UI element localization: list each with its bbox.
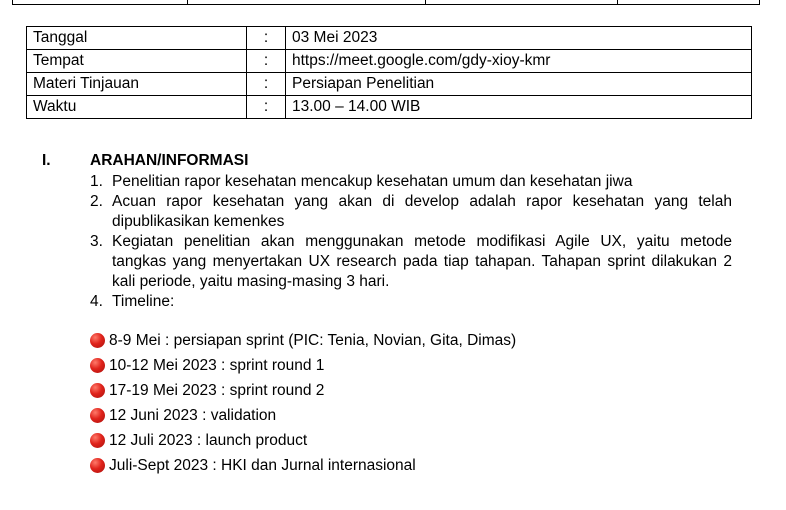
info-value: 13.00 – 14.00 WIB bbox=[286, 96, 752, 119]
section-arahan-informasi bbox=[42, 150, 742, 474]
meeting-link[interactable]: https://meet.google.com/gdy-xioy-kmr bbox=[286, 50, 752, 73]
red-bullet-icon bbox=[90, 458, 105, 473]
info-label: Waktu bbox=[27, 96, 247, 119]
info-separator: : bbox=[247, 73, 286, 96]
table-divider bbox=[187, 0, 188, 4]
section-number: I. bbox=[42, 152, 51, 169]
numbered-list bbox=[90, 172, 732, 312]
list-item-text: Acuan rapor kesehatan yang akan di develop adalah rapor kesehatan yang telah dipublikasikan kemenkes bbox=[112, 193, 732, 230]
list-item bbox=[90, 192, 732, 232]
red-bullet-icon bbox=[90, 333, 105, 348]
table-divider bbox=[617, 0, 618, 4]
previous-table-fragment bbox=[12, 0, 760, 5]
timeline-item bbox=[90, 378, 516, 403]
section-heading bbox=[42, 150, 742, 172]
info-value: 03 Mei 2023 bbox=[286, 27, 752, 50]
list-number: 1. bbox=[90, 173, 103, 190]
info-label: Materi Tinjauan bbox=[27, 73, 247, 96]
timeline-text: Juli-Sept 2023 : HKI dan Jurnal internasional bbox=[109, 457, 416, 474]
red-bullet-icon bbox=[90, 358, 105, 373]
red-bullet-icon bbox=[90, 408, 105, 423]
timeline-list bbox=[90, 328, 516, 478]
timeline-item bbox=[90, 328, 516, 353]
list-item bbox=[90, 232, 732, 292]
timeline-item bbox=[90, 453, 516, 478]
list-item-text: Penelitian rapor kesehatan mencakup kesehatan umum dan kesehatan jiwa bbox=[112, 173, 633, 190]
list-item-text: Timeline: bbox=[112, 293, 175, 310]
red-bullet-icon bbox=[90, 433, 105, 448]
table-row bbox=[27, 96, 752, 119]
timeline-item bbox=[90, 353, 516, 378]
timeline-text: 12 Juli 2023 : launch product bbox=[109, 432, 308, 449]
list-item bbox=[90, 172, 732, 192]
list-number: 3. bbox=[90, 233, 103, 250]
table-row bbox=[27, 50, 752, 73]
timeline-text: 10-12 Mei 2023 : sprint round 1 bbox=[109, 357, 325, 374]
info-separator: : bbox=[247, 50, 286, 73]
list-item-text: Kegiatan penelitian akan menggunakan metode modifikasi Agile UX, yaitu metode tangkas yang menyertakan UX research pada tiap tahapan. Tahapan sprint dilakukan 2 kali periode, yaitu masing-masing 3 hari. bbox=[112, 233, 732, 290]
table-divider bbox=[425, 0, 426, 4]
info-separator: : bbox=[247, 96, 286, 119]
red-bullet-icon bbox=[90, 383, 105, 398]
timeline-text: 17-19 Mei 2023 : sprint round 2 bbox=[109, 382, 325, 399]
info-separator: : bbox=[247, 27, 286, 50]
timeline-text: 12 Juni 2023 : validation bbox=[109, 407, 277, 424]
list-number: 4. bbox=[90, 293, 103, 310]
info-label: Tempat bbox=[27, 50, 247, 73]
timeline-item bbox=[90, 403, 516, 428]
table-row bbox=[27, 27, 752, 50]
list-number: 2. bbox=[90, 193, 103, 210]
timeline-text: 8-9 Mei : persiapan sprint (PIC: Tenia, Novian, Gita, Dimas) bbox=[109, 332, 517, 349]
info-value: Persiapan Penelitian bbox=[286, 73, 752, 96]
timeline-item bbox=[90, 428, 516, 453]
table-row bbox=[27, 73, 752, 96]
list-item bbox=[90, 292, 732, 312]
info-label: Tanggal bbox=[27, 27, 247, 50]
meeting-info-table bbox=[26, 26, 752, 119]
section-title: ARAHAN/INFORMASI bbox=[90, 152, 249, 169]
